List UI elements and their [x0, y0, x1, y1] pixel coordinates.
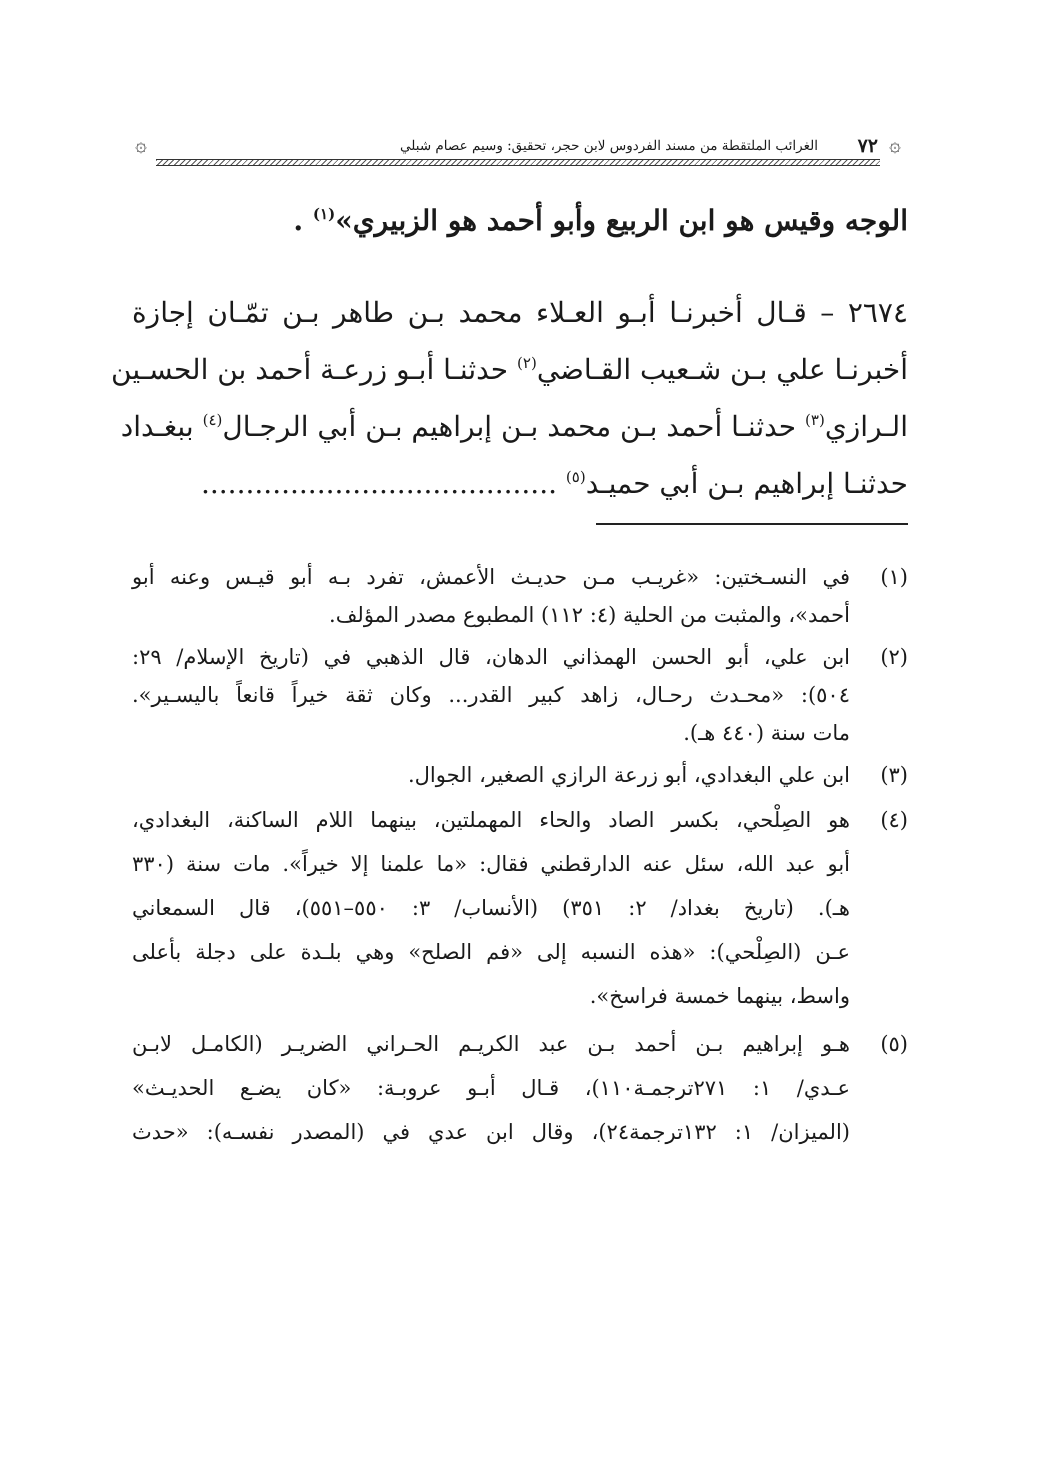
- footnote-number: (٣): [880, 763, 908, 787]
- footnote-line: أبو عبد الله، سئل عنه الدارقطني فقال: «ما علمنا إلا خيراً». مات سنة (٣٣٠: [132, 852, 850, 876]
- footnote-number: (٤): [880, 808, 908, 832]
- footnote-ref: (٤): [202, 411, 223, 429]
- header-ornament-left: ۞: [135, 132, 147, 156]
- footnote-3: [132, 756, 908, 794]
- header-rule: [156, 159, 880, 166]
- ellipsis-dots: ........................................: [200, 467, 557, 500]
- hadith-paragraph: [111, 284, 908, 512]
- header-ornament-right: ۞: [889, 132, 901, 156]
- footnote-ref: (١): [312, 205, 336, 223]
- footnote-line: ابن علي، أبو الحسن الهمذاني الدهان، قال الذهبي في (تاريخ الإسلام/ ٢٩:: [132, 645, 850, 669]
- footnote-line: هـو إبراهيم بـن أحمد بـن عبد الكريـم الحـراني الضريـر (الكامـل لابـن: [132, 1032, 850, 1056]
- footnotes: [132, 558, 908, 1158]
- footnote-ref: (٥): [565, 468, 586, 486]
- footnote-2: [132, 638, 908, 752]
- footnote-number: (٢): [880, 645, 908, 669]
- footnote-line: هو الصِلْحي، بكسر الصاد والحاء المهملتين، بينهما اللام الساكنة، البغدادي،: [132, 808, 850, 832]
- footnote-number: (١): [880, 565, 908, 589]
- para-line: ٢٦٧٤ – قـال أخبرنـا أبـو العـلاء محمد بـن طاهر بـن تمّـان إجازة: [132, 296, 908, 329]
- book-title: الغرائب الملتقطة من مسند الفردوس لابن حجر، تحقيق: وسيم عصام شبلي: [400, 138, 818, 154]
- page-number: ٧٢: [857, 135, 878, 157]
- footnote-1: [132, 558, 908, 634]
- footnote-line: عـدي/ ١: ٢٧١ترجمـة١١٠)، قـال أبـو عروبـة: «كان يضـع الحديـث»: [132, 1076, 850, 1100]
- footnote-4: [132, 798, 908, 1018]
- para-line: أخبرنـا علي بـن شـعيب القـاضي$^{(٢)}$ حدثنـا أبـو زرعـة أحمد بن الحسـين: [111, 353, 908, 386]
- para-line: الـرازي$^{(٣)}$ حدثنـا أحمد بـن محمد بـن إبراهيم بـن أبي الرجـال$^{(٤)}$ ببغـداد: [120, 410, 908, 443]
- footnote-line: في النسـختين: «غريـب مـن حديـث الأعمش، تفرد بـه أبو قيـس وعنه أبو: [132, 565, 850, 589]
- running-header: [128, 128, 908, 168]
- footnote-line: هـ). (تاريخ بغداد/ ٢: ٣٥١) (الأنساب/ ٣: ٥٥٠–٥٥١)، قال السمعاني: [132, 896, 850, 920]
- footnote-line: مات سنة (٤٤٠ هـ).: [683, 721, 850, 745]
- footnote-line: واسط، بينهما خمسة فراسخ».: [589, 984, 850, 1008]
- footnote-separator: [596, 523, 908, 525]
- para-line: حدثنـا إبراهيم بـن أبي حميـد$^{(٥)}$ ........................................: [200, 467, 908, 500]
- footnote-ref: (٢): [517, 354, 537, 372]
- footnote-line: ٥٠٤): «محـدث رحـال، زاهد كبير القدر... وكان ثقة خيراً قانعاً باليسـير».: [132, 683, 850, 707]
- footnote-line: عـن (الصِلْحي): «هذه النسبه إلى «فم الصلح» وهي بلـدة على دجلة بأعلى: [132, 940, 850, 964]
- footnote-number: (٥): [880, 1032, 908, 1056]
- footnote-5: [132, 1022, 908, 1154]
- footnote-line: (الميزان/ ١: ١٣٢ترجمة٢٤)، وقال ابن عدي في (المصدر نفسـه): «حدث: [132, 1120, 850, 1144]
- main-line-1: الوجه وقيس هو ابن الربيع وأبو أحمد هو الزبيري»$^{(١)}$ .: [293, 204, 908, 237]
- footnote-line: ابن علي البغدادي، أبو زرعة الرازي الصغير، الجوال.: [407, 763, 850, 787]
- footnote-line: أحمد»، والمثبت من الحلية (٤: ١١٢) المطبوع مصدر المؤلف.: [329, 603, 850, 627]
- footnote-ref: (٣): [805, 411, 825, 429]
